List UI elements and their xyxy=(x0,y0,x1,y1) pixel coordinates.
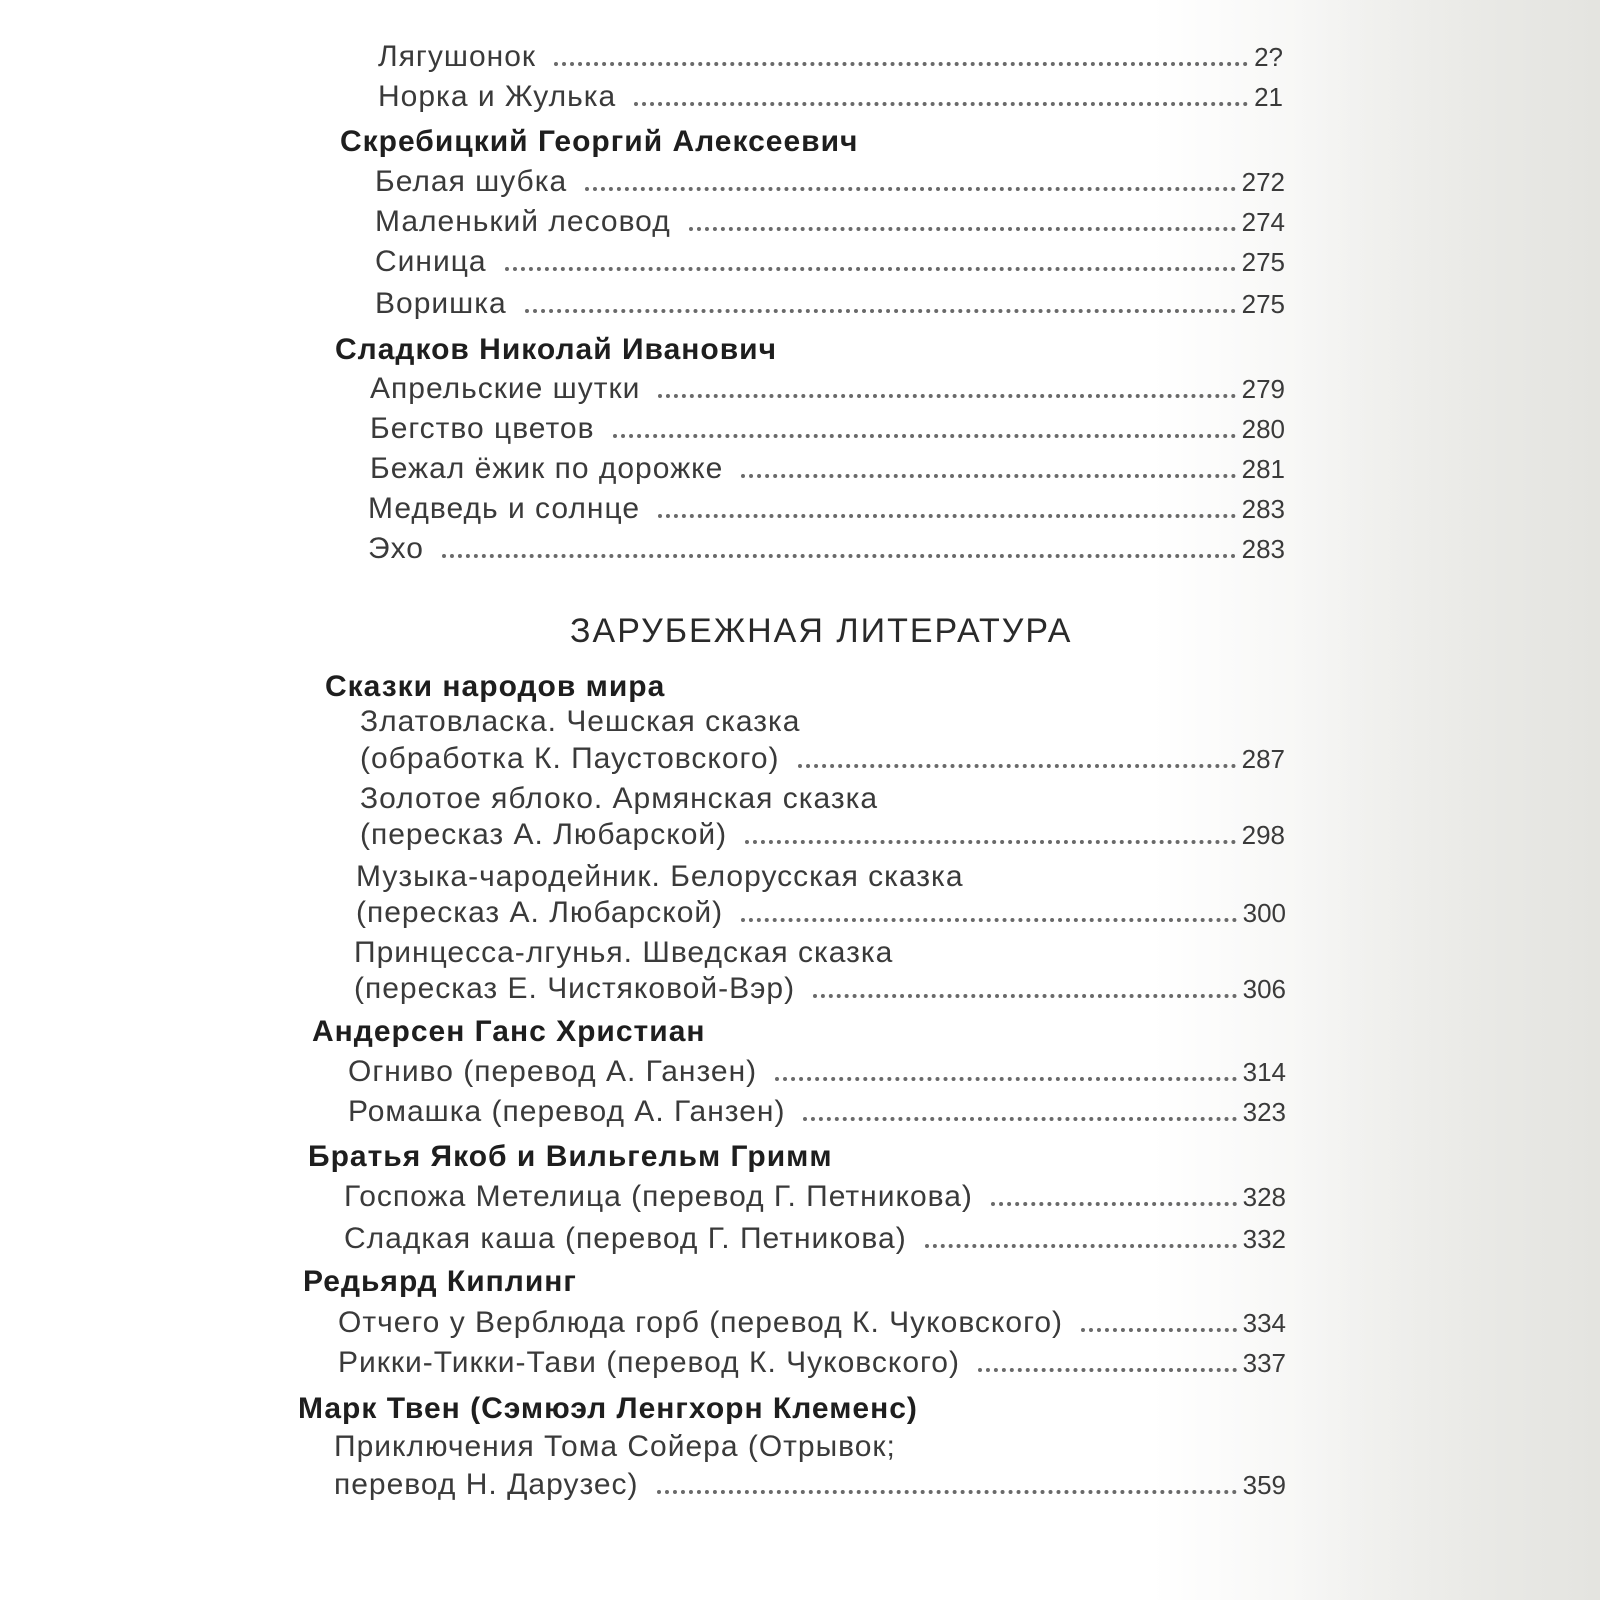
leader-dots xyxy=(657,1490,1237,1494)
entry-page: 275 xyxy=(1241,289,1285,319)
entry-title: Норка и Жулька xyxy=(378,80,617,113)
section-title: ЗАРУБЕЖНАЯ ЛИТЕРАТУРА xyxy=(570,612,1073,650)
entry-title: Эхо xyxy=(368,532,424,565)
toc-entry xyxy=(368,492,1285,526)
leader-dots xyxy=(741,474,1235,478)
leader-dots xyxy=(658,514,1236,518)
entry-title-line1: Приключения Тома Сойера (Отрывок; xyxy=(334,1430,896,1463)
entry-title: Бегство цветов xyxy=(370,412,595,445)
leader-dots xyxy=(775,1077,1236,1081)
entry-page: 280 xyxy=(1241,414,1285,444)
entry-page: 274 xyxy=(1241,207,1285,237)
entry-title: Рикки-Тикки-Тави (перевод К. Чуковского) xyxy=(338,1346,960,1379)
entry-page: 306 xyxy=(1242,974,1286,1004)
entry-page: 334 xyxy=(1242,1308,1286,1338)
leader-dots xyxy=(525,309,1236,313)
entry-title: (обработка К. Паустовского) xyxy=(360,742,780,775)
entry-title: Бежал ёжик по дорожке xyxy=(370,452,724,485)
entry-title: Ромашка (перевод А. Ганзен) xyxy=(348,1095,786,1128)
leader-dots xyxy=(978,1368,1237,1372)
entry-page: 2? xyxy=(1254,42,1283,72)
entry-page: 314 xyxy=(1242,1057,1286,1087)
entry-title: Госпожа Метелица (перевод Г. Петникова) xyxy=(344,1180,973,1213)
author-heading: Братья Якоб и Вильгельм Гримм xyxy=(308,1140,833,1173)
entry-page: 337 xyxy=(1242,1348,1286,1378)
author-heading: Марк Твен (Сэмюэл Ленгхорн Клеменс) xyxy=(298,1392,918,1425)
leader-dots xyxy=(554,62,1248,66)
toc-entry xyxy=(354,972,1286,1006)
entry-title: (пересказ А. Любарской) xyxy=(360,818,728,851)
leader-dots xyxy=(745,840,1235,844)
leader-dots xyxy=(798,764,1236,768)
entry-title: Апрельские шутки xyxy=(370,372,641,405)
toc-entry xyxy=(344,1222,1286,1256)
leader-dots xyxy=(585,187,1235,191)
leader-dots xyxy=(991,1202,1237,1206)
toc-entry xyxy=(370,412,1285,446)
entry-page: 328 xyxy=(1242,1182,1286,1212)
entry-page: 332 xyxy=(1242,1224,1286,1254)
toc-entry xyxy=(344,1180,1286,1214)
entry-title: (пересказ А. Любарской) xyxy=(356,896,724,929)
author-heading: Сказки народов мира xyxy=(325,670,666,703)
toc-entry xyxy=(348,1055,1286,1089)
toc-entry xyxy=(348,1095,1286,1129)
entry-page: 279 xyxy=(1241,374,1285,404)
entry-page: 287 xyxy=(1241,744,1285,774)
toc-entry xyxy=(356,896,1286,930)
toc-entry xyxy=(360,742,1285,776)
toc-entry xyxy=(370,452,1285,486)
entry-page: 272 xyxy=(1241,167,1285,197)
author-heading: Редьярд Киплинг xyxy=(303,1265,577,1298)
entry-title: Огниво (перевод А. Ганзен) xyxy=(348,1055,758,1088)
entry-title-line1: Золотое яблоко. Армянская сказка xyxy=(360,782,879,815)
leader-dots xyxy=(741,918,1236,922)
leader-dots xyxy=(442,554,1236,558)
toc-entry xyxy=(375,245,1285,279)
leader-dots xyxy=(1081,1328,1237,1332)
toc-entry xyxy=(338,1346,1286,1380)
entry-title: Маленький лесовод xyxy=(375,205,671,238)
toc-entry xyxy=(368,532,1285,566)
toc-entry xyxy=(375,205,1285,239)
entry-title: Синица xyxy=(375,245,487,278)
toc-entry xyxy=(378,80,1283,114)
leader-dots xyxy=(813,994,1237,998)
toc-entry xyxy=(338,1306,1286,1340)
toc-entry xyxy=(375,165,1285,199)
entry-title: Белая шубка xyxy=(375,165,568,198)
toc-entry xyxy=(360,818,1285,852)
leader-dots xyxy=(803,1117,1236,1121)
toc-entry xyxy=(334,1468,1286,1502)
entry-title: Отчего у Верблюда горб (перевод К. Чуковского) xyxy=(338,1306,1064,1339)
toc-entry xyxy=(370,372,1285,406)
entry-page: 275 xyxy=(1241,247,1285,277)
entry-title: Лягушонок xyxy=(378,40,537,73)
entry-page: 281 xyxy=(1241,454,1285,484)
entry-title-line1: Музыка-чародейник. Белорусская сказка xyxy=(356,860,964,893)
entry-page: 21 xyxy=(1254,82,1283,112)
entry-title: Воришка xyxy=(375,287,507,320)
entry-title: перевод Н. Дарузес) xyxy=(334,1468,639,1501)
leader-dots xyxy=(505,267,1236,271)
leader-dots xyxy=(658,394,1235,398)
toc-entry xyxy=(378,40,1283,74)
entry-page: 359 xyxy=(1242,1470,1286,1500)
entry-page: 300 xyxy=(1242,898,1286,928)
author-heading: Андерсен Ганс Христиан xyxy=(312,1015,706,1048)
entry-page: 283 xyxy=(1241,494,1285,524)
entry-title-line1: Принцесса-лгунья. Шведская сказка xyxy=(354,936,894,969)
entry-page: 323 xyxy=(1242,1097,1286,1127)
leader-dots xyxy=(925,1244,1237,1248)
entry-title: Сладкая каша (перевод Г. Петникова) xyxy=(344,1222,907,1255)
leader-dots xyxy=(689,227,1236,231)
author-heading: Сладков Николай Иванович xyxy=(335,333,778,366)
entry-title-line1: Златовласка. Чешская сказка xyxy=(360,705,801,738)
entry-title: (пересказ Е. Чистяковой-Вэр) xyxy=(354,972,796,1005)
entry-title: Медведь и солнце xyxy=(368,492,641,525)
toc-entry xyxy=(375,287,1285,321)
leader-dots xyxy=(613,434,1236,438)
entry-page: 283 xyxy=(1241,534,1285,564)
entry-page: 298 xyxy=(1241,820,1285,850)
author-heading: Скребицкий Георгий Алексеевич xyxy=(340,125,859,158)
leader-dots xyxy=(634,102,1248,106)
